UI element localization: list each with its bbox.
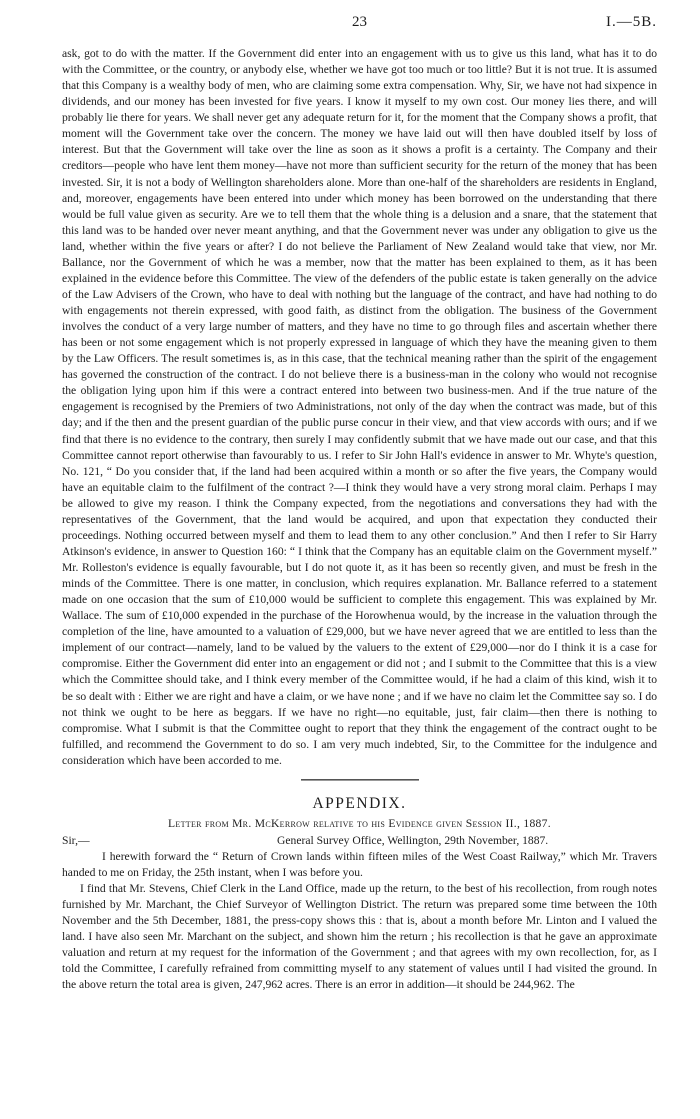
letter-title: Letter from Mr. McKerrow relative to his Evidence given Session II., 1887. — [168, 816, 551, 830]
section-divider — [301, 779, 419, 781]
letter-paragraph: I find that Mr. Stevens, Chief Clerk in the Land Office, made up the return, to the best of his recollection, from rough notes furnished by Mr. Marchant, the Chief Surveyor of Wellington District. The return was prepared some time between the 10th November and the 5th December, 1881, the press-copy shows this : that is, about a month before Mr. Linton and I valued the land. I have also seen Mr. Marchant on the subject, and shown him the return ; his recollection is that he gave an approximate valuation and return at my request for the information of the Government ; and that agrees with my own recollection, for, as I told the Committee, I carefully refrained from committing myself to any statement of values until I had visited the ground. In the above return the total area is given, 247,962 acres. There is an error in addition—it should be 244,962. The — [62, 881, 657, 992]
evidence-paragraph: ask, got to do with the matter. If the Government did enter into an engagement with us to give us this land, what has it to do with the Committee, or the country, or anybody else, whether we have got too much or too little? But it is not true. It is assumed that this Company is a wealthy body of men, who are claiming some extra compensation. Why, Sir, we have not had sixpence in dividends, and our money has been invested for five years. I know it myself to my own cost. Our money lies there, and will probably lie there for years. We shall never get any adequate return for it, for the moment that the Company shows a profit, that moment will the Government take over the concern. The money we have laid out will then have doubled itself by loss of interest. But that the Government will take over the line as soon as it shows a profit is a certainty. The Company and their creditors—people who have lent them money—have not more than sufficient security for the return of the money that has been invested. Sir, it is not a body of Wellington shareholders alone. More than one-half of the shareholders are residents in England, and, moreover, engagements have been entered into under which money has been borrowed on the understanding that there would be full value given as security. Are we to tell them that the whole thing is a delusion and a snare, that the statement that this land was to be handed over never meant anything, and that the Government never was under any obligation to give us the land, whether within the five years or after? I do not believe the Parliament of New Zealand would take that view, nor Mr. Ballance, nor the Government of which he was a member, now that the matter has been explained to them, as it has been explained in the evidence before this Committee. The view of the defenders of the public estate is taken generally on the advice of the Law Advisers of the Crown, who have to deal with nothing but the language of the contract, and have had nothing to do with engagements not therein expressed, with good faith, as distinct from the obligation. The business of the Government involves the conduct of a very large number of matters, and they have no time to go through files and ascertain whether there has been or not some engagement which is not properly expressed in language of which they have the meaning given to them by the Law Officers. The result sometimes is, as in this case, that the technical meaning rather than the spirit of the engagement has governed the construction of the contract. I do not believe there is a business-man in the colony who would not recognise the obligation lying upon him if this were a contract entered into between two business-men. And if the true nature of the engagement is recognised by the Premiers of two Administrations, not only of the day when the contract was made, but of this day; and if the then and the present guardian of the public purse concur in their view, and that view accords with ours; and if we find that there is no evidence to the contrary, then surely I may confidently submit that we have made out our case, and that this Committee cannot report otherwise than favourably to us. I refer to Sir John Hall's evidence in answer to Mr. Whyte's question, No. 121, “ Do you consider that, if the land had been acquired within a month or so after the five years, the Company would have an equitable claim to the fulfilment of the contract ?—I think they would have a very strong moral claim. Perhaps I may be allowed to give my reason. I think the Company expected, from the negotiations and conversations they had with the representatives of the Government, that the land would be acquired, and upon that expectation they conducted their proceedings. Nothing occurred between myself and them to lead them to any other conclusion.” And then I refer to Sir Harry Atkinson's evidence, in answer to Question 160: “ I think that the Company has an equitable claim on the Government myself.” Mr. Rolleston's evidence is equally favourable, but I do not quote it, as it has been so recently given, and must be fresh in the minds of the Committee. There is one matter, in conclusion, which requires explanation. Mr. Ballance referred to a statement made on one occasion that the sum of £10,000 would be sufficient to complete this engagement. This was explained by Mr. Wallace. The sum of £10,000 expended in the purchase of the Horowhenua would, by the increase in the valuation through the completion of the line, have amounted to a valuation of £29,000, but we have never agreed that we are entitled to less than the implement of our contract—namely, land to be valued by the valuers to the extent of £29,000—nor do I think it is a case for compromise. Either the Government did enter into an engagement or did not ; and I submit to the Committee that this is a view which the Committee should take, and I think every member of the Committee would, if he had a claim of this kind, wish it to be so dealt with : Either we are right and have a claim, or we have none ; and if we have no claim let the Committee say so. I do not think we ought to be here as beggars. If we have no right—no equitable, just, fair claim—then there is nothing to compromise. What I submit is that the Committee ought to report that they think the engagement of the contract ought to be fulfilled, and recommend the Government to do so. I am very much indebted, Sir, to the Committee for the indulgence and consideration which have been accorded to me. — [62, 47, 657, 767]
appendix-title: APPENDIX. — [312, 794, 407, 812]
document-reference: I.—5B. — [606, 14, 657, 30]
body-text — [62, 46, 657, 993]
page-number: 23 — [352, 14, 367, 30]
page-header — [62, 14, 657, 36]
letter-salutation: Sir,— — [62, 833, 90, 847]
letter-dateline: General Survey Office, Wellington, 29th November, 1887. — [277, 833, 549, 847]
letter-heading-line — [62, 833, 657, 849]
letter-paragraph: I herewith forward the “ Return of Crown lands within fifteen miles of the West Coast Railway,” which Mr. Travers handed to me on Friday, the 25th instant, when I was before you. — [62, 849, 657, 879]
